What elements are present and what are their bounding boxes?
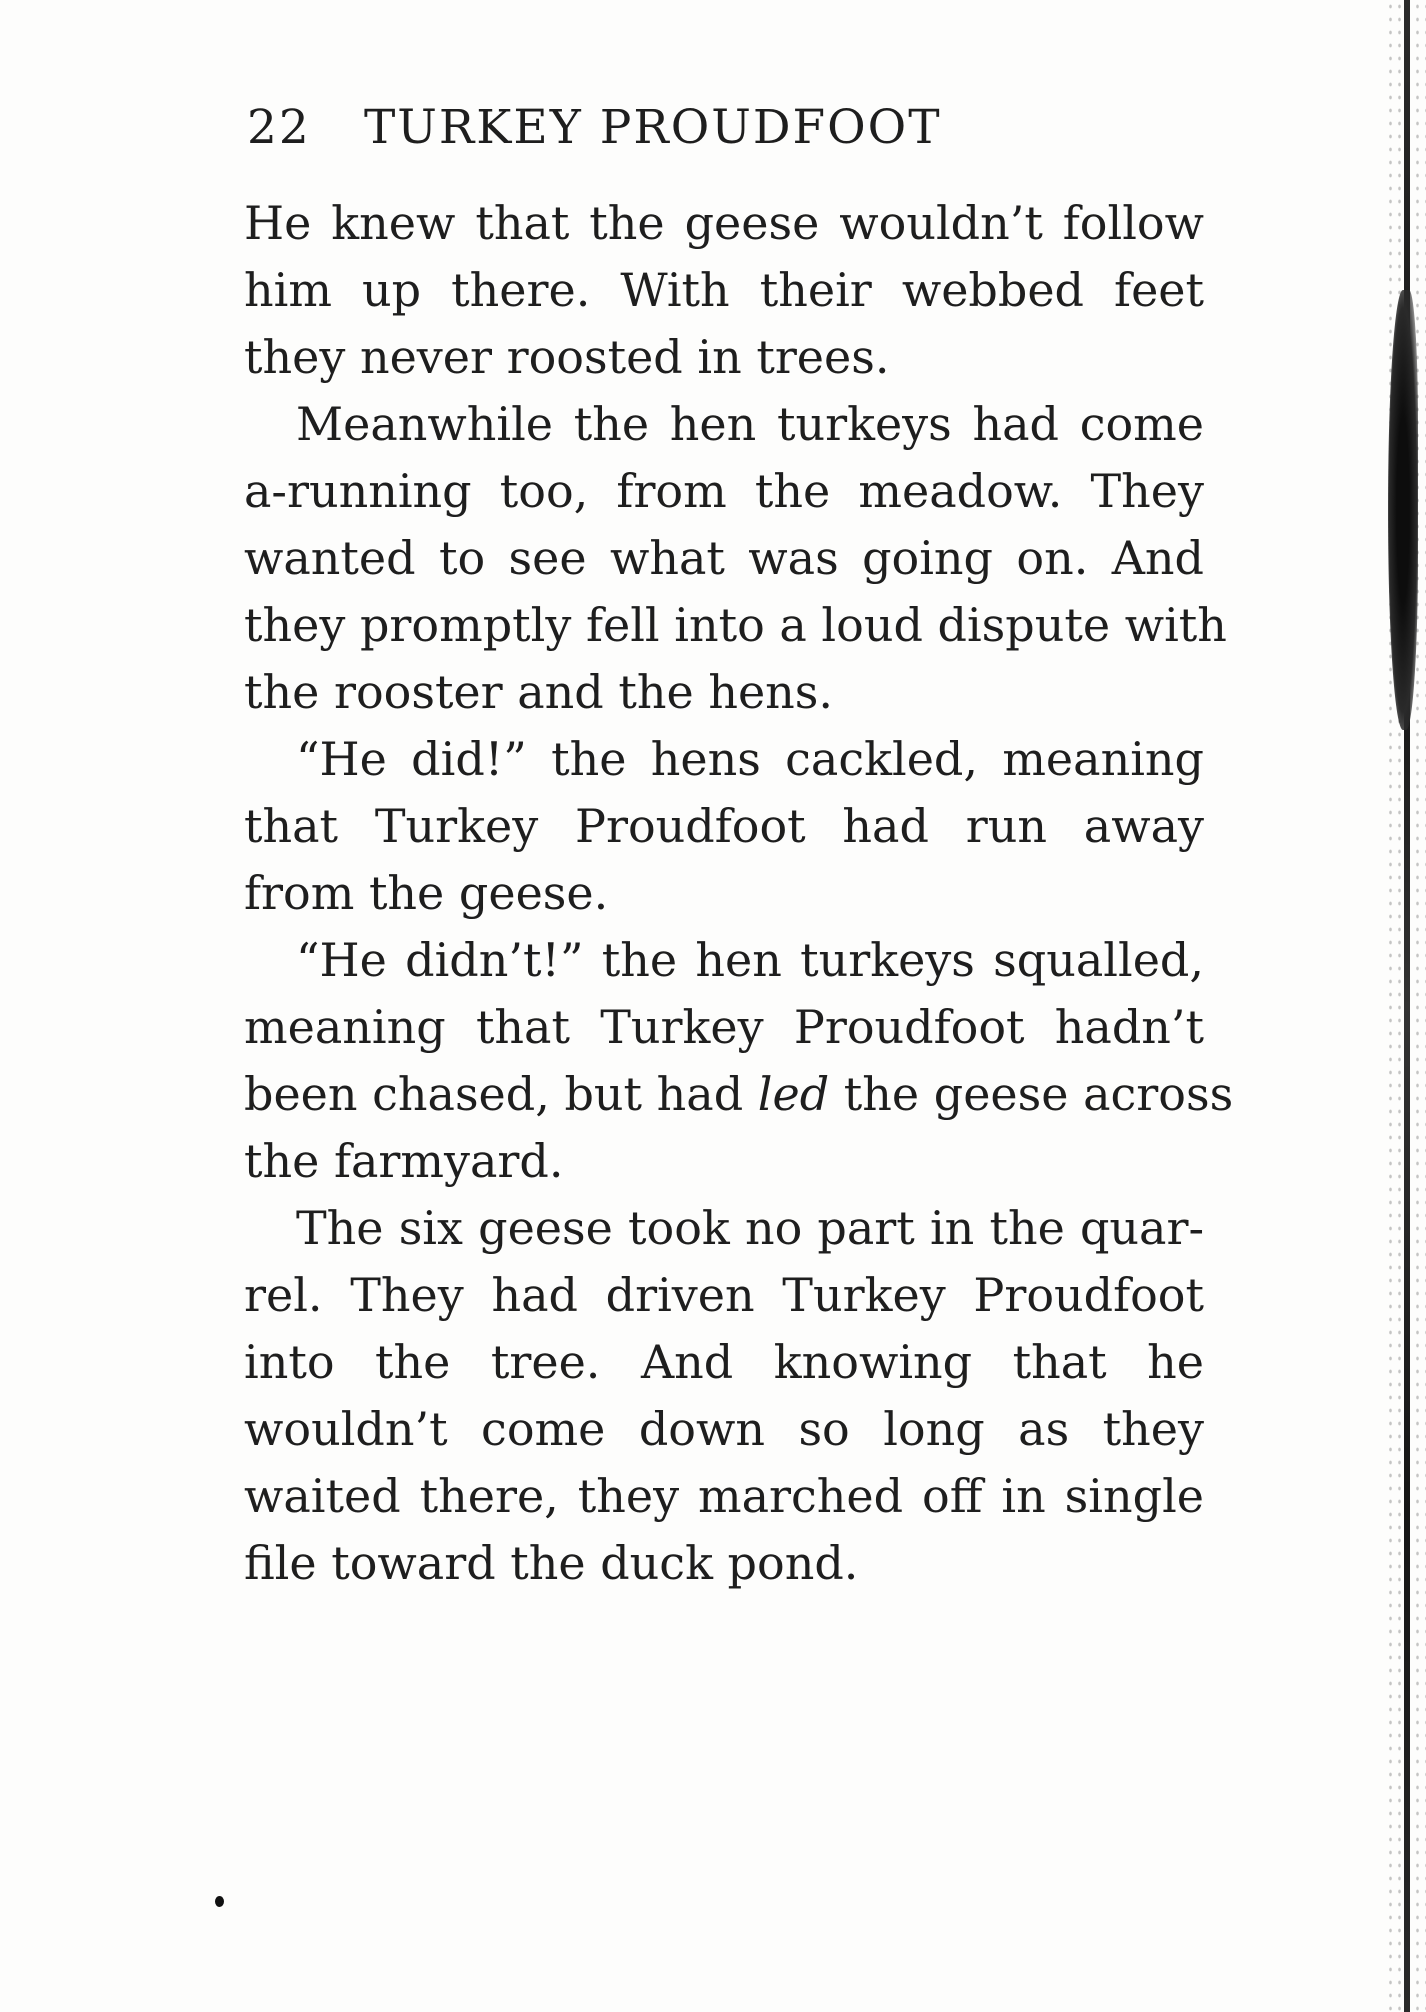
italic-word: led [757,1067,830,1121]
text-line: into the tree. And knowing that he [244,1335,1204,1389]
text-line: Meanwhile the hen turkeys had come [296,397,1204,451]
text-line: the farmyard. [244,1134,564,1188]
running-title: TURKEY PROUDFOOT [363,100,942,155]
body-text [244,190,1234,1597]
text-line: from the geese. [244,866,609,920]
page-number: 22 [247,100,311,155]
running-header [247,100,942,160]
text-line: a-running too, from the meadow. They [244,464,1204,518]
text-line: file toward the duck pond. [244,1536,859,1590]
text-line: wanted to see what was going on. And [244,531,1204,585]
text-line: meaning that Turkey Proudfoot hadn’t [244,1000,1204,1054]
text-line: they promptly fell into a loud dispute with [244,598,1227,652]
text-line: wouldn’t come down so long as they [244,1402,1204,1456]
text-segment: been chased, but had [244,1067,758,1121]
text-line: him up there. With their webbed feet [244,263,1204,317]
text-line: they never roosted in trees. [244,330,890,384]
ink-speck [215,1896,224,1907]
text-line-with-italic [244,1061,1234,1128]
text-line: rel. They had driven Turkey Proudfoot [244,1268,1204,1322]
text-line: the rooster and the hens. [244,665,834,719]
binding-shadow [1388,290,1418,730]
text-line: He knew that the geese wouldn’t follow [244,196,1204,250]
text-line: “He didn’t!” the hen turkeys squalled, [296,933,1204,987]
text-segment: the geese across [829,1067,1234,1121]
text-line: The six geese took no part in the quar- [296,1201,1204,1255]
text-line: waited there, they marched off in single [244,1469,1204,1523]
text-line: “He did!” the hens cackled, meaning [296,732,1204,786]
text-line: that Turkey Proudfoot had run away [244,799,1204,853]
